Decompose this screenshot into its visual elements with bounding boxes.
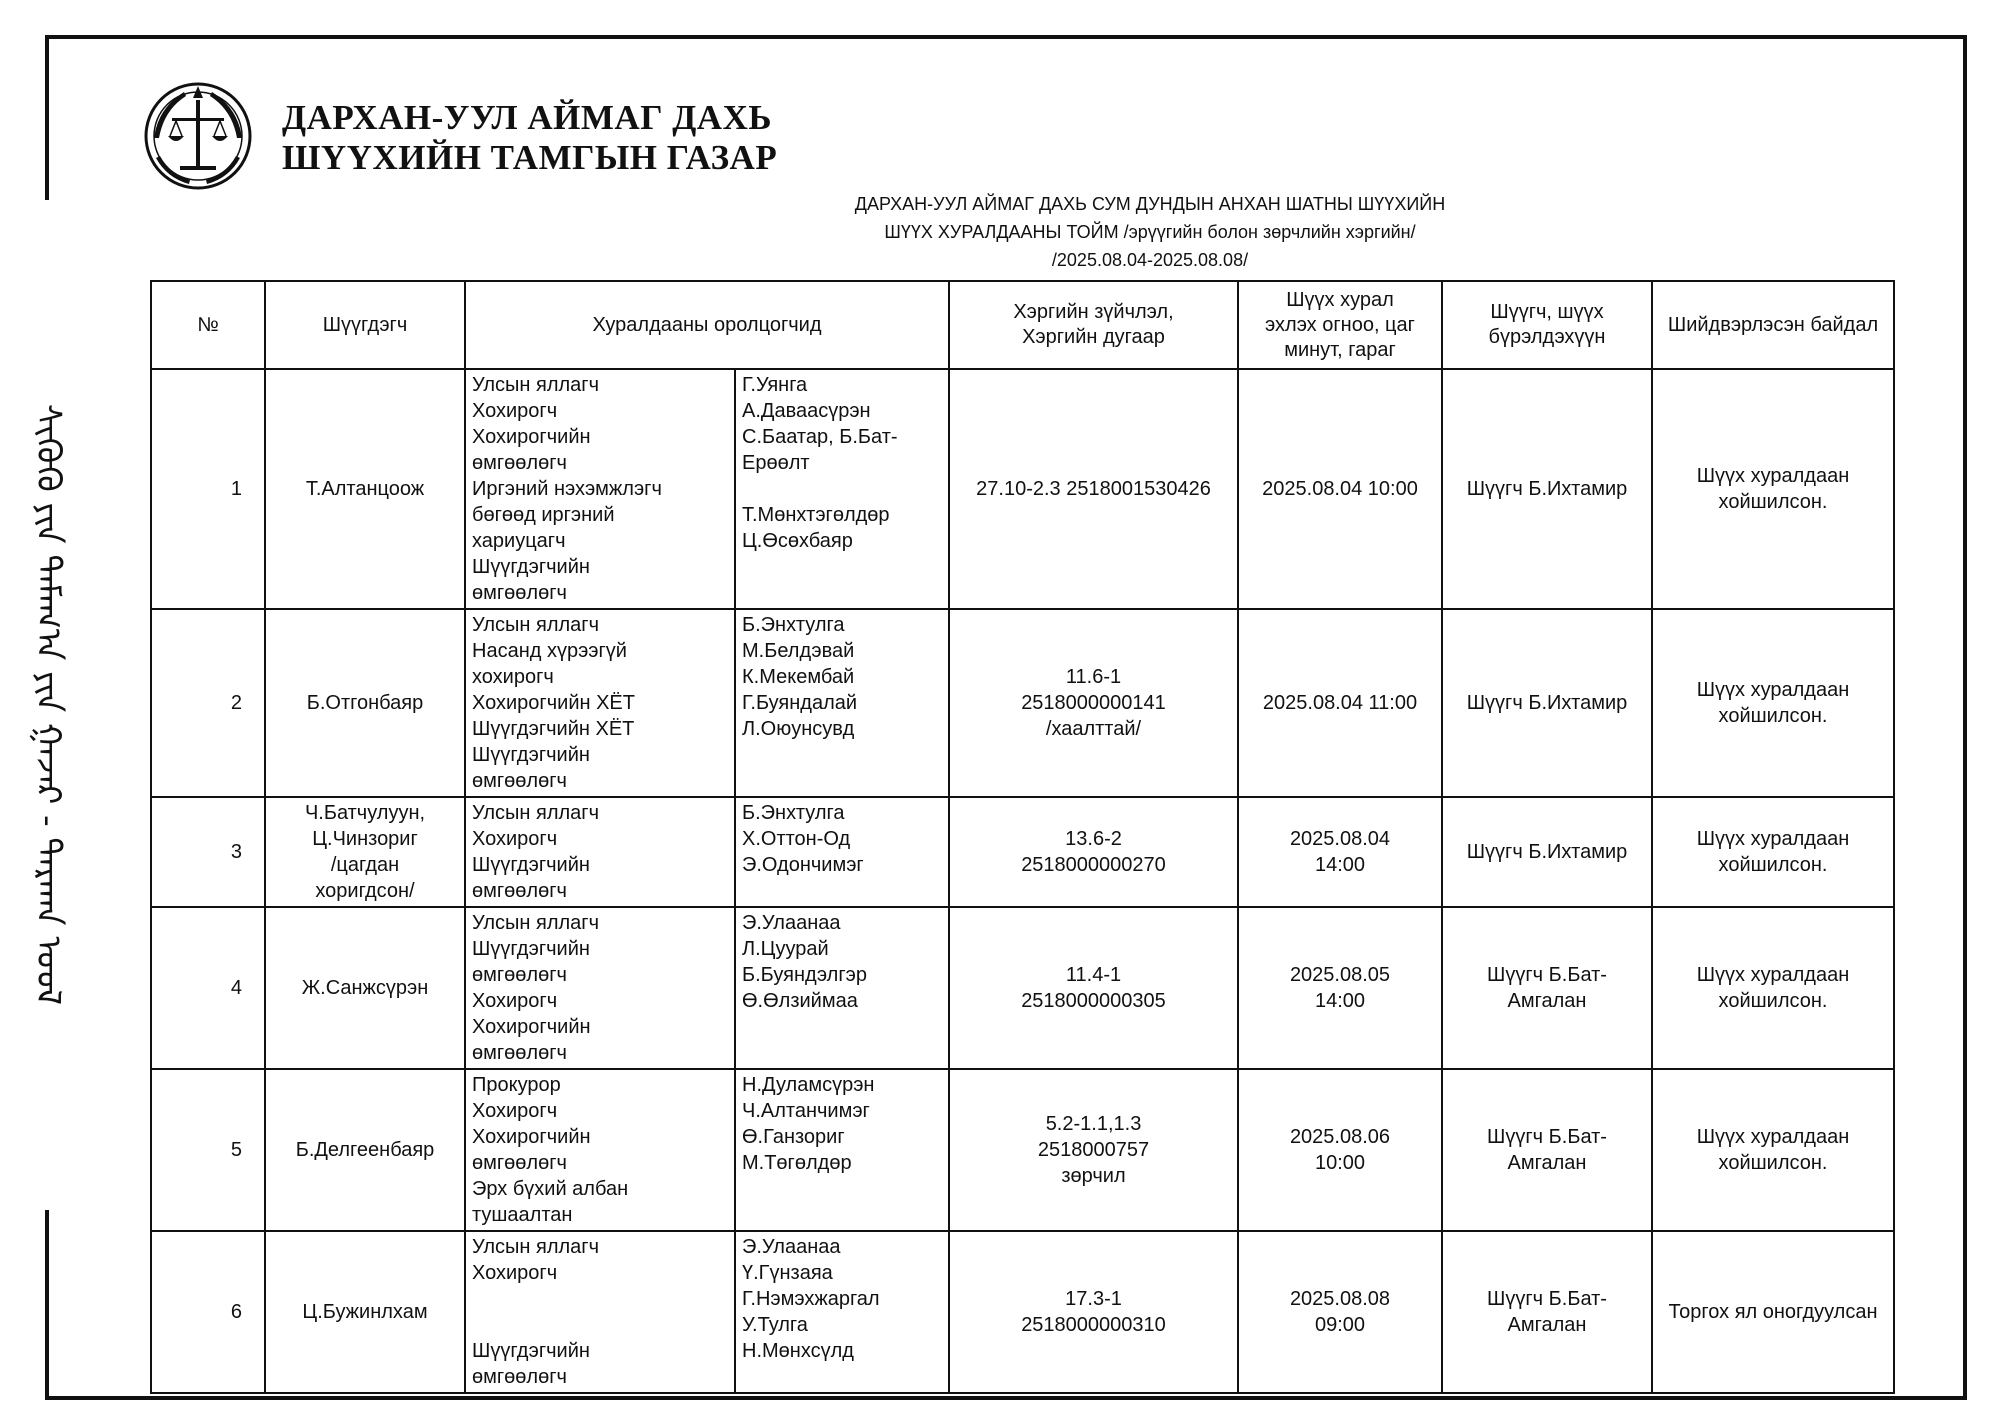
row-judge-text: Шүүгч Б.Бат- Амгалан <box>1487 964 1607 1012</box>
header-number: № <box>151 281 265 369</box>
row-defendant <box>265 609 465 797</box>
row-datetime-text: 2025.08.08 09:00 <box>1289 1288 1391 1336</box>
row-roles-text: Прокурор Хохирогч Хохирогчийн өмгөөлөгч Эрх бүхий албан тушаалтан <box>472 1074 629 1226</box>
header-defendant: Шүүгдэгч <box>265 281 465 369</box>
header-datetime <box>1238 281 1442 369</box>
document-title <box>600 190 1700 274</box>
row-defendant-text: Т.Алтанцоож <box>305 478 425 500</box>
header-judge <box>1442 281 1652 369</box>
row-roles-text: Улсын яллагч Хохирогч Хохирогчийн өмгөөлөгч Иргэний нэхэмжлэгч бөгөөд иргэний хариуцагч Шүүгдэгчийн өмгөөлөгч <box>472 374 662 604</box>
row-defendant-text: Б.Делгеенбаяр <box>295 1139 435 1161</box>
row-datetime-text: 2025.08.04 11:00 <box>1262 692 1418 714</box>
row-decision-text: Шүүх хуралдаан хойшилсон. <box>1696 465 1850 513</box>
row-names-text: Б.Энхтулга Х.Оттон-Од Э.Одончимэг <box>742 802 864 876</box>
row-decision-text: Шүүх хуралдаан хойшилсон. <box>1696 828 1850 876</box>
row-judge <box>1442 1231 1652 1393</box>
row-judge-text: Шүүгч Б.Ихтамир <box>1466 841 1628 863</box>
row-defendant-text: Ч.Батчулуун, Ц.Чинзориг /цагдан хоригдсон/ <box>304 802 426 902</box>
row-case <box>949 907 1238 1069</box>
row-roles-text: Улсын яллагч Шүүгдэгчийн өмгөөлөгч Хохирогч Хохирогчийн өмгөөлөгч <box>472 912 600 1064</box>
row-datetime-text: 2025.08.05 14:00 <box>1289 964 1391 1012</box>
row-defendant <box>265 907 465 1069</box>
row-case-text: 11.6-1 2518000000141 /хаалттай/ <box>1021 666 1166 740</box>
header-judge-text: Шүүгч, шүүх бүрэлдэхүүн <box>1488 301 1606 348</box>
row-defendant <box>265 1231 465 1393</box>
row-decision-text: Шүүх хуралдаан хойшилсон. <box>1696 964 1850 1012</box>
header-case-text: Хэргийн зүйчлэл, Хэргийн дугаар <box>1013 301 1174 348</box>
row-defendant-text: Б.Отгонбаяр <box>306 692 424 714</box>
row-datetime <box>1238 369 1442 609</box>
row-datetime <box>1238 609 1442 797</box>
organization-name-line2: ШҮҮХИЙН ТАМГЫН ГАЗАР <box>282 138 778 177</box>
row-case <box>949 609 1238 797</box>
row-number: 5 <box>151 1069 265 1231</box>
row-number: 2 <box>151 609 265 797</box>
document-title-line3: /2025.08.04-2025.08.08/ <box>1051 250 1249 270</box>
row-number: 1 <box>151 369 265 609</box>
header-decision: Шийдвэрлэсэн байдал <box>1652 281 1894 369</box>
row-datetime <box>1238 1231 1442 1393</box>
row-decision <box>1652 1231 1894 1393</box>
organization-name-line1: ДАРХАН-УУЛ АЙМАГ ДАХЬ <box>282 98 772 137</box>
row-defendant <box>265 797 465 907</box>
table-row <box>151 1231 1894 1393</box>
row-number: 6 <box>151 1231 265 1393</box>
row-roles-text: Улсын яллагч Насанд хүрээгүй хохирогч Хохирогчийн ХЁТ Шүүгдэгчийн ХЁТ Шүүгдэгчийн өмгөөлөгч <box>472 614 635 792</box>
row-participant-roles <box>465 1069 735 1231</box>
row-participant-roles <box>465 907 735 1069</box>
row-judge <box>1442 369 1652 609</box>
row-case-text: 11.4-1 2518000000305 <box>1021 964 1166 1012</box>
row-names-text: Н.Дуламсүрэн Ч.Алтанчимэг Ө.Ганзориг М.Төгөлдөр <box>742 1074 875 1174</box>
row-defendant-text: Ц.Бужинлхам <box>302 1301 428 1323</box>
row-case <box>949 1069 1238 1231</box>
row-case-text: 13.6-2 2518000000270 <box>1021 828 1166 876</box>
row-judge-text: Шүүгч Б.Бат- Амгалан <box>1487 1126 1607 1174</box>
row-judge <box>1442 907 1652 1069</box>
row-defendant-text: Ж.Санжсүрэн <box>301 977 429 999</box>
table-row <box>151 1069 1894 1231</box>
row-datetime-text: 2025.08.06 10:00 <box>1289 1126 1391 1174</box>
row-judge-text: Шүүгч Б.Бат- Амгалан <box>1487 1288 1607 1336</box>
row-participant-roles <box>465 1231 735 1393</box>
row-participant-names <box>735 797 949 907</box>
row-participant-names <box>735 609 949 797</box>
row-decision <box>1652 907 1894 1069</box>
row-case <box>949 369 1238 609</box>
document-title-line1: ДАРХАН-УУЛ АЙМАГ ДАХЬ СУМ ДУНДЫН АНХАН ШАТНЫ ШҮҮХИЙН <box>854 194 1446 214</box>
court-emblem-icon <box>140 76 256 192</box>
row-roles-text: Улсын яллагч Хохирогч Шүүгдэгчийн өмгөөлөгч <box>472 802 600 902</box>
row-decision-text: Шүүх хуралдаан хойшилсон. <box>1696 1126 1850 1174</box>
row-decision-text: Шүүх хуралдаан хойшилсон. <box>1696 679 1850 727</box>
row-judge <box>1442 797 1652 907</box>
row-decision <box>1652 609 1894 797</box>
document-title-line2: ШҮҮХ ХУРАЛДААНЫ ТОЙМ /эрүүгийн болон зөрчлийн хэргийн/ <box>884 222 1416 242</box>
row-defendant <box>265 1069 465 1231</box>
table-row <box>151 797 1894 907</box>
row-datetime-text: 2025.08.04 10:00 <box>1262 478 1418 500</box>
table-row <box>151 369 1894 609</box>
row-judge <box>1442 1069 1652 1231</box>
row-case-text: 5.2-1.1,1.3 2518000757 зөрчил <box>1037 1113 1150 1187</box>
row-datetime <box>1238 1069 1442 1231</box>
row-participant-names <box>735 1069 949 1231</box>
row-participant-names <box>735 907 949 1069</box>
row-defendant <box>265 369 465 609</box>
row-datetime <box>1238 907 1442 1069</box>
table-row <box>151 609 1894 797</box>
row-participant-roles <box>465 797 735 907</box>
row-judge <box>1442 609 1652 797</box>
row-decision-text: Торгох ял оногдуулсан <box>1668 1301 1878 1323</box>
row-decision <box>1652 797 1894 907</box>
mongolian-script-margin-text: ᠰᠢᠭᠦᠬᠦ ᠶᠢᠨ ᠲᠠᠮᠠᠭ᠎ᠠ ᠶᠢᠨ ᠭᠠᠵᠠᠷ - ᠳᠠᠷᠬᠠᠨ ᠤᠤᠯ <box>18 200 78 1210</box>
row-names-text: Г.Уянга А.Даваасүрэн С.Баатар, Б.Бат- Ерөөлт Т.Мөнхтэгөлдөр Ц.Өсөхбаяр <box>742 374 898 552</box>
header-participants: Хуралдааны оролцогчид <box>465 281 949 369</box>
row-judge-text: Шүүгч Б.Ихтамир <box>1466 692 1628 714</box>
row-case-text: 27.10-2.3 2518001530426 <box>976 478 1211 500</box>
hearing-schedule-table <box>150 280 1895 1394</box>
table-row <box>151 907 1894 1069</box>
row-judge-text: Шүүгч Б.Ихтамир <box>1466 478 1628 500</box>
row-datetime <box>1238 797 1442 907</box>
row-case-text: 17.3-1 2518000000310 <box>1021 1288 1166 1336</box>
row-roles-text: Улсын яллагч Хохирогч Шүүгдэгчийн өмгөөлөгч <box>472 1236 600 1388</box>
organization-name <box>282 98 777 178</box>
row-case <box>949 797 1238 907</box>
row-number: 4 <box>151 907 265 1069</box>
row-participant-names <box>735 369 949 609</box>
row-participant-names <box>735 1231 949 1393</box>
row-participant-roles <box>465 369 735 609</box>
header-datetime-text: Шүүх хурал эхлэх огноо, цаг минут, гараг <box>1265 288 1415 361</box>
row-decision <box>1652 369 1894 609</box>
row-case <box>949 1231 1238 1393</box>
row-names-text: Э.Улаанаа Ү.Гүнзаяа Г.Нэмэхжаргал У.Тулга Н.Мөнхсүлд <box>742 1236 880 1362</box>
row-number: 3 <box>151 797 265 907</box>
row-participant-roles <box>465 609 735 797</box>
row-decision <box>1652 1069 1894 1231</box>
row-datetime-text: 2025.08.04 14:00 <box>1289 828 1391 876</box>
row-names-text: Б.Энхтулга М.Белдэвай К.Мекембай Г.Буяндалай Л.Оюунсувд <box>742 614 858 740</box>
header-case <box>949 281 1238 369</box>
table-header-row <box>151 281 1894 369</box>
row-names-text: Э.Улаанаа Л.Цуурай Б.Буяндэлгэр Ө.Өлзиймаа <box>742 912 867 1012</box>
